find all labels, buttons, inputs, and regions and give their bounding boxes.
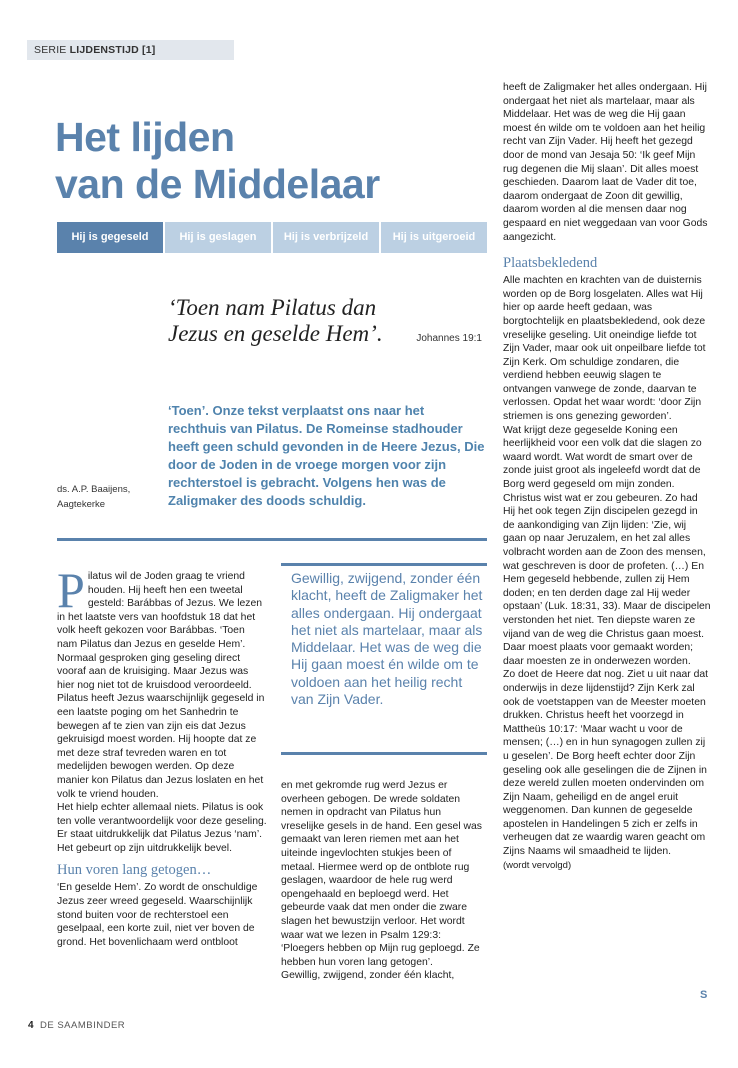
series-label [27,40,234,60]
column3-paragraph-3: Wat krijgt deze gegeselde Koning een heerlijkheid voor een volk dat die slagen zo waard wordt. Wat wordt de smart over de zonde juist groot als ingeleefd wordt dat de Borg werd gegeseld om mijn zonden. [503,424,702,491]
drop-cap: P [57,562,85,618]
column3-paragraph-1: heeft de Zaligmaker het alles ondergaan. Hij ondergaat het niet als martelaar, maar als Middelaar. Het was de weg die Hij gaan moest én wilde om te voldoen aan het heilig recht van Zijn Vader. Hij heeft het gezegd door de mond van Jesaja 50: ‘Ik geef Mijn rug degenen die Mij slaan’. Dit alles moest geschieden. Daarom laat de Vader dit toe, daarom ondergaat de Zoon dit gewillig, daarom worden al die mensen daar nog gespaard en niet weggedaan van voor Gods aangezicht. [503,82,708,243]
pullquote-rule-bottom [281,752,487,755]
column1-paragraph-3: ‘En geselde Hem’. Zo wordt de onschuldige Jezus zeer wreed gegeseld. Waarschijnlijk stond buiten voor de rechterstoel een geselpaal, een korte zuil, niet ver boven de grond. Het bovenlichaam werd ontbloot [57,882,258,948]
tab-geslagen[interactable]: Hij is geslagen [165,222,271,253]
section-divider [57,538,487,541]
column2-paragraph-2: Gewillig, zwijgend, zonder één klacht, [281,970,455,982]
article-column-3 [503,81,711,872]
series-name: LIJDENSTIJD [1] [69,44,156,56]
series-tabs [57,222,487,253]
tab-gegeseld[interactable]: Hij is gegeseld [57,222,163,253]
end-mark-icon: S [700,989,708,1001]
column3-paragraph-5: Zo doet de Heere dat nog. Ziet u uit naar dat onderwijs in deze lijdenstijd? Zijn Kerk zal ook de voetstappen van de Meester moeten drukken. Christus heeft het voorzegd in Mattheüs 10:17: ‘Maar wacht u voor de mensen; (…) en in hun synagogen zullen zij u geselen’. De Borg heeft echter door Zijn geseling ook alle geselingen die de Zijnen in deze wereld zullen moeten ondervinden om Zijn Naam, geheiligd en de angel eruit weggenomen. Dan kunnen de gegeselde apostelen in Handelingen 5 zich er zelfs in verheugen dat ze waardig waren geacht om Zijns Naams wil smaadheid te lijden. [503,669,709,858]
quote-reference: Johannes 19:1 [416,333,482,344]
column2-paragraph-1: en met gekromde rug werd Jezus er overheen gebogen. De wrede soldaten nemen in opdracht van Pilatus hun vreselijke gesels in de hand. Een gesel was gemaakt van leren riemen met aan het uiteinde ingevlochten stukjes been of metaal. Hiermee werd op de ontblote rug geslagen, waardoor de hele rug werd opengehaald en beploegd werd. Het gebeurde vaak dat men onder die zware slagen het bewustzijn verloor. Het wordt waar wat we lezen in Psalm 129:3: ‘Ploegers hebben op Mijn rug geploegd. Ze hebben hun voren lang getogen’. [281,780,483,968]
pullquote-rule-top [281,563,487,566]
series-prefix: SERIE [34,44,67,56]
page-number: 4 [28,1020,34,1031]
article-column-2 [281,779,487,983]
column3-paragraph-2: Alle machten en krachten van de duisternis worden op de Borg losgelaten. Alles wat Hij hier op aarde heeft gedaan, was borgtochtelijk en plaatsbekledend, ook deze vreselijke geseling. Uit oneindige liefde tot Zijn Vader, maar ook uit onpeilbare liefde tot Zijn Kerk. Om schuldige zondaren, die verdiend hebben eeuwig slagen te ontvangen vanwege de zonde, daarvan te verlossen. Opdat het waar wordt: ‘door Zijn striemen is ons genezing geworden’. [503,275,706,423]
intro-paragraph: ‘Toen’. Onze tekst verplaatst ons naar het rechthuis van Pilatus. De Romeinse stadhouder heeft geen schuld gevonden in de Heere Jezus, Die door de Joden in de vroege morgen voor zijn rechterstoel is gebracht. Volgens hen was de Zaligmaker des doods schuldig. [168,403,485,508]
column1-paragraph-1: ilatus wil de Joden graag te vriend houden. Hij heeft hen een tweetal gesteld: Barábbas of Jezus. We lezen in het laatste vers van hoofdstuk 18 dat het volk heeft gekozen voor Barábbas. ‘Toen nam Pilatus dan Jezus en geselde Hem’. Normaal gesproken ging geseling direct vooraf aan de kruisiging. Maar Jezus was hier nog niet tot de kruisdood veroordeeld. Pilatus heeft Jezus waarschijnlijk gegeseld in een laatste poging om het Sanhedrin te bewegen af te zien van zijn eis dat Jezus gekruisigd moest worden. Hij hoopte dat ze met deze straf tevreden waren en tot medelijden bewogen werden. Op deze manier kon Pilatus dan Jezus loslaten en het volk te vriend houden. [57,571,265,800]
column1-paragraph-2: Het hielp echter allemaal niets. Pilatus is ook ten volle verantwoordelijk voor deze geseling. Er staat uitdrukkelijk dat Pilatus Jezus ‘nam’. Het gebeurt op zijn uitdrukkelijk bevel. [57,802,267,854]
subheading-plaatsbekledend: Plaatsbekledend [503,255,598,272]
title-line-2: van de Middelaar [55,161,380,207]
continued-note: (wordt vervolgd) [503,859,572,871]
publication-name: DE SAAMBINDER [40,1020,126,1031]
article-column-1 [57,562,267,949]
pullquote: Gewillig, zwijgend, zonder één klacht, heeft de Zaligmaker het alles ondergaan. Hij ondergaat het niet als martelaar, maar als Middelaar. Het was de weg die Hij gaan moest én wilde om te voldoen aan het heilig recht van Zijn Vader. [291,570,483,708]
author-name: ds. A.P. Baaijens, [57,484,131,495]
author-place: Aagtekerke [57,499,106,510]
tab-uitgeroeid[interactable]: Hij is uitgeroeid [381,222,487,253]
tab-verbrijzeld[interactable]: Hij is verbrijzeld [273,222,379,253]
title-line-1: Het lijden [55,114,235,160]
subheading-voren: Hun voren lang getogen… [57,862,212,879]
author-byline [57,482,157,512]
bible-quote: ‘Toen nam Pilatus dan Jezus en geselde Hem’. [168,295,383,346]
page-title [55,114,475,208]
column3-paragraph-4: Christus wist wat er zou gebeuren. Zo had Hij het ook tegen Zijn discipelen gezegd in de aankondiging van Zijn lijden: ‘Zie, wij gaan op naar Jeruzalem, en het zal alles volbracht worden aan de Zoon des mensen, wat geschreven is door de profeten. (…) En Hem gegeseld hebbende, zullen zij Hem doden; en ten derden dage zal Hij weder opstaan’ (Luk. 18:31, 33). Maar de discipelen verstonden het niet. Ten diepste waren ze vijand van de weg die Christus gaan moest. Daar moest plaats voor gemaakt worden; daar moesten ze in onderwezen worden. [503,492,711,667]
